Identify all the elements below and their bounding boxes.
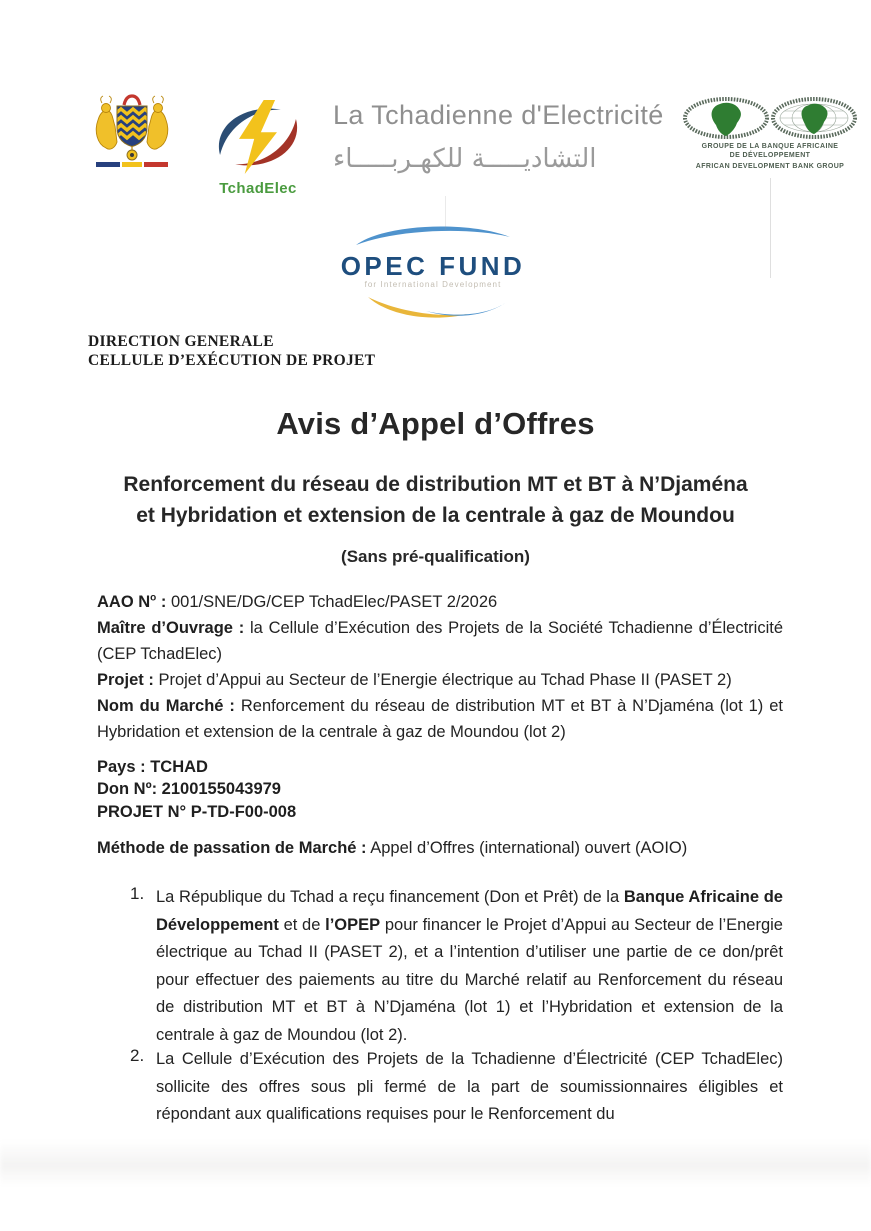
opec-top-swoosh-icon [338, 220, 528, 246]
letterhead-direction-generale: DIRECTION GENERALE [88, 333, 274, 350]
company-name: La Tchadienne d'Electricité [333, 100, 664, 130]
afdb-logo-block [674, 96, 866, 171]
afdb-globe-emblem-icon [770, 96, 858, 140]
company-name-block [333, 100, 664, 174]
notice-subtitle [66, 469, 806, 531]
paragraph-2-text: La Cellule d’Exécution des Projets de la Tchadienne d’Électricité (CEP TchadElec) sollicite des offres sous pli fermé de la part de soumissionnaires éligibles et répondant aux qualifications requises pour le Renforcement du [156, 1050, 783, 1123]
details-block [97, 589, 783, 745]
company-name-arabic: التشاديـــــة للكهـربـــــاء [333, 144, 597, 174]
ref-don-number: Don Nº: 2100155043979 [97, 780, 281, 799]
opec-tagline: for International Development [364, 280, 502, 289]
subtitle-line1: Renforcement du réseau de distribution MT et BT à N’Djaména [123, 473, 748, 496]
notice-title: Avis d’Appel d’Offres [276, 406, 595, 441]
afdb-caption-fr-line1: GROUPE DE LA BANQUE AFRICAINE [701, 143, 839, 150]
afdb-caption-en: AFRICAN DEVELOPMENT BANK GROUP [695, 163, 845, 170]
procurement-method-value: Appel d’Offres (international) ouvert (AOIO) [370, 839, 688, 857]
paragraph-1-text: La République du Tchad a reçu financement (Don et Prêt) de la Banque Africaine de Développement et de l’OPEP pour financer le Projet d’Appui au Secteur de l’Energie électrique au Tchad II (PASET 2), et a l’intention d’utiliser une partie de ce don/prêt pour effectuer des paiements au titre du Marché relatif au Renforcement du réseau de distribution MT et BT à N’Djaména (lot 1) et l’Hybridation et extension de la centrale à gaz de Moundou (lot 2). [156, 888, 783, 1044]
chad-coat-of-arms-icon [84, 88, 180, 168]
subtitle-line2: et Hybridation et extension de la centrale à gaz de Moundou [136, 504, 735, 527]
paragraph-1 [130, 884, 783, 1049]
tchadelec-logo [206, 100, 310, 197]
scan-fold-line [770, 178, 771, 278]
paragraph-2-number: 2. [130, 1046, 145, 1065]
letterhead [88, 332, 375, 370]
qualification-note: (Sans pré-qualification) [341, 547, 530, 566]
procurement-method-line [97, 839, 783, 858]
opec-wordmark: OPEC FUND [340, 251, 526, 281]
field-nom-marche: Nom du Marché : Renforcement du réseau de distribution MT et BT à N’Djaména (lot 1) et Hybridation et extension de la centrale à gaz de Moundou (lot 2) [97, 697, 783, 741]
field-maitre-ouvrage: Maître d’Ouvrage : la Cellule d’Exécution des Projets de la Société Tchadienne d’Électricité (CEP TchadElec) [97, 619, 783, 663]
ref-projet-number: PROJET N° P-TD-F00-008 [97, 802, 297, 821]
field-aao-value: 001/SNE/DG/CEP TchadElec/PASET 2/2026 [170, 593, 498, 611]
procurement-method-label: Méthode de passation de Marché : [97, 839, 367, 857]
tchadelec-wordmark: TchadElec [219, 180, 297, 197]
field-projet: Projet : Projet d’Appui au Secteur de l’Energie électrique au Tchad Phase II (PASET 2) [97, 671, 732, 689]
letterhead-cellule-execution: CELLULE D’EXÉCUTION DE PROJET [88, 352, 376, 369]
field-maitre-ouvrage-value: la Cellule d’Exécution des Projets de la Société Tchadienne d’Électricité (CEP TchadElec) [97, 619, 783, 663]
references-block [97, 756, 296, 823]
ref-pays: Pays : TCHAD [97, 758, 208, 776]
paragraph-2 [130, 1046, 783, 1129]
field-aao: AAO $N^o$ : 001/SNE/DG/CEP TchadElec/PASET 2/2026 [97, 592, 498, 611]
afdb-caption-fr-line2: DE DÉVELOPPEMENT [729, 151, 811, 159]
tchadelec-lightning-icon [210, 100, 306, 174]
scan-smudge [0, 1140, 871, 1186]
field-nom-marche-value: Renforcement du réseau de distribution MT et BT à N’Djaména (lot 1) et Hybridation et extension de la centrale à gaz de Moundou (lot 2) [97, 697, 783, 741]
afdb-emblems [674, 96, 866, 140]
field-projet-value: Projet d’Appui au Secteur de l’Energie électrique au Tchad Phase II (PASET 2) [158, 671, 732, 689]
afdb-emblem-icon [682, 96, 770, 140]
opec-fund-logo [338, 220, 528, 328]
scan-fold-line [445, 196, 446, 230]
paragraph-1-number: 1. [130, 884, 145, 903]
opec-bottom-swoosh-icon [338, 289, 528, 323]
chad-coat-of-arms-logo [84, 88, 180, 173]
